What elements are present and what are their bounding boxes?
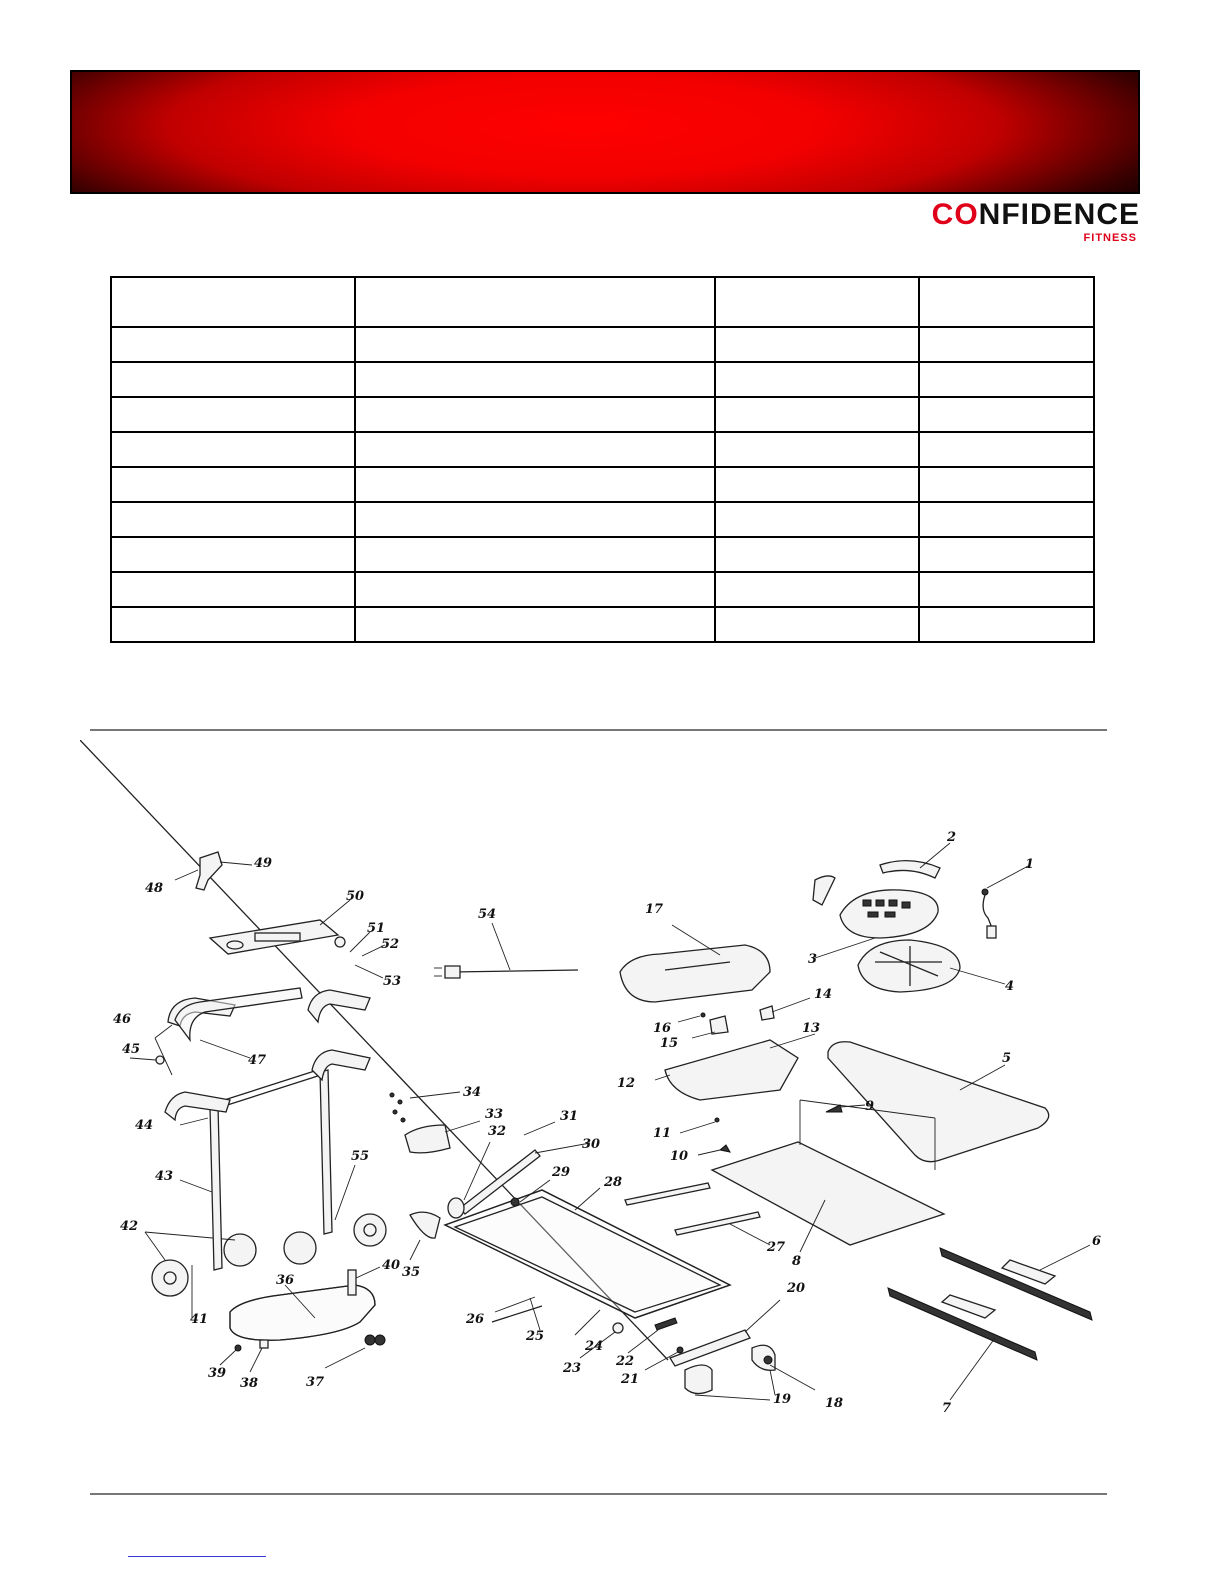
callout-11: 11	[653, 1126, 672, 1141]
callout-36: 36	[276, 1273, 295, 1288]
callout-46: 46	[113, 1012, 132, 1027]
table-header-cell	[111, 277, 355, 327]
callout-41: 41	[190, 1312, 209, 1327]
part-power-cord	[434, 923, 578, 978]
part-console-base	[858, 940, 1005, 992]
callout-14: 14	[814, 987, 833, 1002]
table-cell	[715, 432, 920, 467]
table-cell	[715, 467, 920, 502]
callout-23: 23	[563, 1361, 582, 1376]
table-row	[111, 572, 1094, 607]
callout-6: 6	[1092, 1234, 1102, 1249]
table-cell	[355, 327, 715, 362]
callout-39: 39	[208, 1366, 227, 1381]
callout-2: 2	[947, 830, 957, 845]
table-cell	[715, 607, 920, 642]
table-row	[111, 432, 1094, 467]
callout-1: 1	[1025, 857, 1035, 872]
callout-25: 25	[526, 1329, 545, 1344]
part-accessory-tray	[210, 900, 350, 954]
table-cell	[355, 607, 715, 642]
table-cell	[919, 572, 1094, 607]
table-cell	[355, 432, 715, 467]
part-motor-cover-base	[80, 740, 818, 1360]
table-cell	[355, 572, 715, 607]
callout-9: 9	[865, 1099, 875, 1114]
callout-21: 21	[621, 1372, 640, 1387]
part-top-bracket	[175, 852, 252, 890]
callout-26: 26	[466, 1312, 485, 1327]
callout-45: 45	[122, 1042, 141, 1057]
callout-49: 49	[254, 856, 273, 871]
callout-13: 13	[802, 1021, 821, 1036]
table-cell	[919, 397, 1094, 432]
callout-17: 17	[645, 902, 664, 917]
table-cell	[715, 502, 920, 537]
callout-54: 54	[478, 907, 497, 922]
table-header-row	[111, 277, 1094, 327]
callout-19: 19	[773, 1392, 792, 1407]
part-motor-hood	[620, 925, 770, 1002]
header-banner	[70, 70, 1140, 194]
callout-55: 55	[351, 1149, 370, 1164]
callout-31: 31	[560, 1109, 579, 1124]
callout-28: 28	[604, 1175, 623, 1190]
table-row	[111, 327, 1094, 362]
table-cell	[715, 362, 920, 397]
table-cell	[355, 537, 715, 572]
callout-4: 4	[1005, 979, 1015, 994]
callout-51: 51	[367, 921, 386, 936]
part-wheel-bracket	[364, 1224, 376, 1236]
table-cell	[919, 432, 1094, 467]
part-brackets	[678, 998, 810, 1038]
table-cell	[919, 502, 1094, 537]
callout-48: 48	[145, 881, 164, 896]
table-cell	[919, 537, 1094, 572]
table-cell	[919, 467, 1094, 502]
table-cell	[715, 572, 920, 607]
callout-32: 32	[488, 1124, 507, 1139]
callout-22: 22	[616, 1354, 635, 1369]
callout-7: 7	[942, 1401, 952, 1416]
callout-35: 35	[402, 1265, 421, 1280]
table-cell	[111, 362, 355, 397]
callout-42: 42	[120, 1219, 139, 1234]
table-cell	[355, 502, 715, 537]
table-cell	[111, 397, 355, 432]
table-cell	[919, 607, 1094, 642]
section-divider	[90, 729, 1107, 731]
part-small-fittings	[680, 1105, 865, 1155]
table-header-cell	[919, 277, 1094, 327]
table-cell	[355, 467, 715, 502]
part-support-bars	[625, 1183, 770, 1245]
callout-30: 30	[582, 1137, 601, 1152]
callout-40: 40	[382, 1258, 401, 1273]
exploded-parts-diagram	[80, 740, 1120, 1480]
table-cell	[111, 502, 355, 537]
callout-24: 24	[585, 1339, 604, 1354]
callout-33: 33	[485, 1107, 504, 1122]
callout-16: 16	[653, 1021, 672, 1036]
table-row	[111, 397, 1094, 432]
table-row	[111, 502, 1094, 537]
part-grip-hardware	[335, 932, 385, 978]
table-cell	[715, 327, 920, 362]
callout-52: 52	[381, 937, 400, 952]
callout-18: 18	[825, 1396, 844, 1411]
footer-link-underline[interactable]	[128, 1556, 266, 1557]
part-side-rail-left	[888, 1288, 1037, 1400]
callout-8: 8	[792, 1254, 802, 1269]
table-cell	[355, 397, 715, 432]
table-cell	[355, 362, 715, 397]
callout-12: 12	[617, 1076, 636, 1091]
table-header-cell	[355, 277, 715, 327]
table-cell	[919, 362, 1094, 397]
callout-38: 38	[240, 1376, 259, 1391]
callout-15: 15	[660, 1036, 679, 1051]
callout-27: 27	[767, 1240, 786, 1255]
callout-5: 5	[1002, 1051, 1012, 1066]
part-drive-belt	[410, 1212, 440, 1260]
part-base-frame	[220, 1267, 385, 1372]
table-header-cell	[715, 277, 920, 327]
callout-43: 43	[155, 1169, 174, 1184]
table-cell	[715, 537, 920, 572]
spec-table	[110, 276, 1095, 643]
callout-53: 53	[383, 974, 402, 989]
callout-37: 37	[306, 1375, 325, 1390]
part-safety-key	[982, 865, 1030, 938]
part-rear-roller-assembly	[645, 1300, 815, 1400]
callout-50: 50	[346, 889, 365, 904]
table-cell	[111, 467, 355, 502]
callout-3: 3	[808, 952, 818, 967]
callout-29: 29	[552, 1165, 571, 1180]
callout-47: 47	[248, 1053, 267, 1068]
table-row	[111, 362, 1094, 397]
table-cell	[111, 572, 355, 607]
part-running-belt	[828, 1042, 1049, 1162]
table-row	[111, 537, 1094, 572]
part-main-frame	[445, 1188, 730, 1318]
table-cell	[111, 432, 355, 467]
callout-44: 44	[135, 1118, 154, 1133]
table-cell	[111, 607, 355, 642]
callout-34: 34	[463, 1085, 482, 1100]
section-divider	[90, 1493, 1107, 1495]
brand-logo	[868, 198, 1140, 248]
table-cell	[111, 537, 355, 572]
callout-10: 10	[670, 1149, 689, 1164]
logo-subline: FITNESS	[1083, 232, 1137, 244]
table-cell	[111, 327, 355, 362]
callout-20: 20	[787, 1281, 806, 1296]
table-row	[111, 607, 1094, 642]
table-cell	[715, 397, 920, 432]
logo-wordmark: CONFIDENCE	[931, 198, 1140, 231]
table-cell	[919, 327, 1094, 362]
table-row	[111, 467, 1094, 502]
